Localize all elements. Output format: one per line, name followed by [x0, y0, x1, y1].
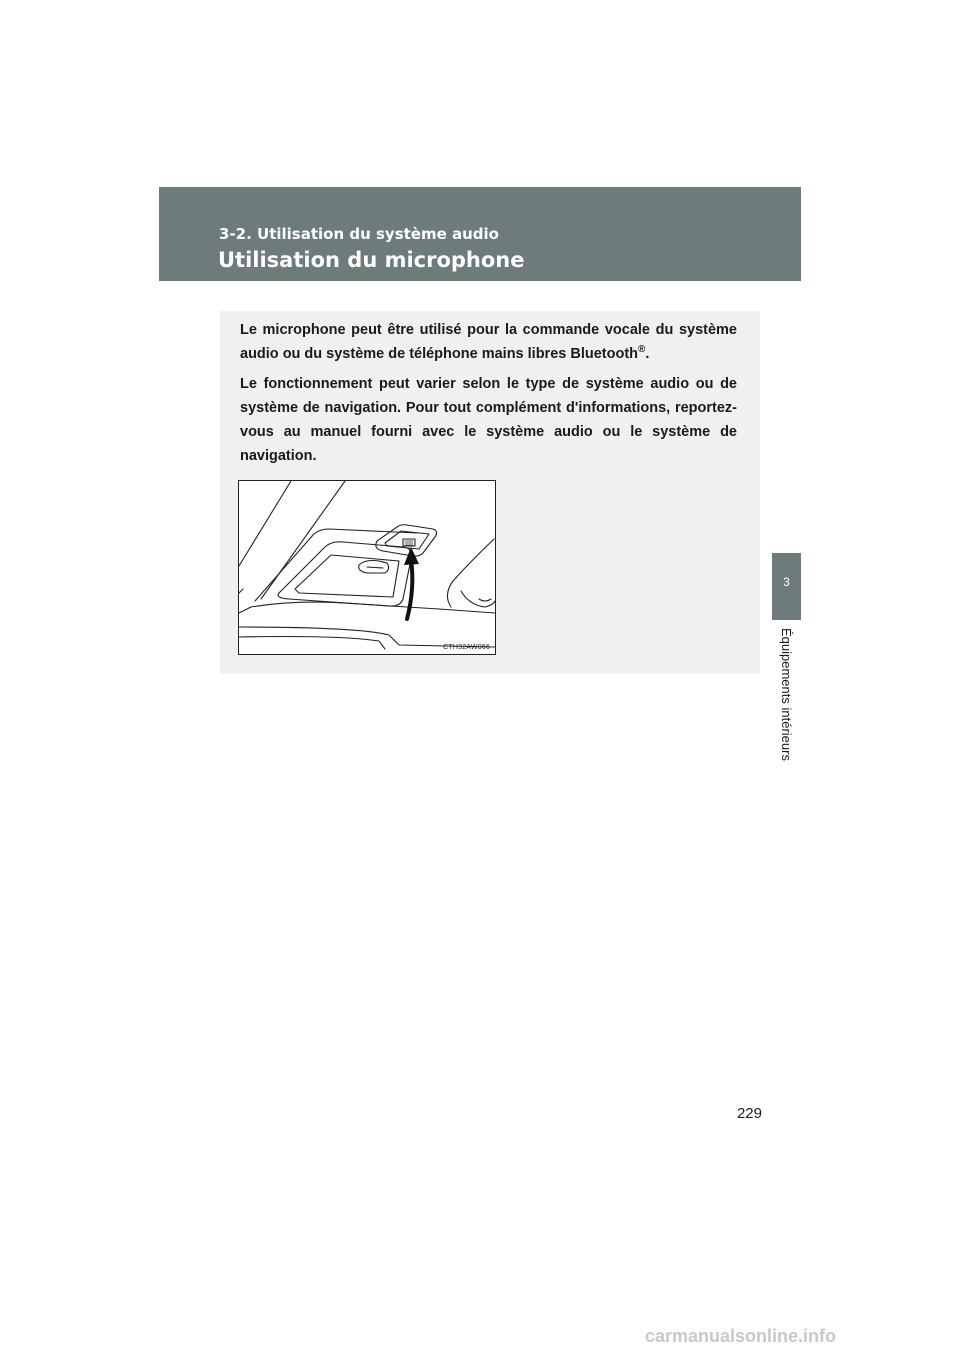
chapter-header	[159, 187, 801, 281]
chapter-tab	[772, 553, 801, 620]
chapter-number: 3	[783, 575, 790, 589]
microphone-location-illustration	[239, 481, 495, 654]
intro-paragraph-text: Le microphone peut être utilisé pour la commande vocale du système audio ou du système de téléphone mains libres Bluetooth	[240, 322, 737, 362]
chapter-title: Équipements intérieurs	[779, 628, 794, 761]
content-box	[220, 311, 760, 674]
figure-code: CTH32AW066	[443, 644, 490, 651]
page-title: Utilisation du microphone	[218, 248, 525, 272]
watermark[interactable]: carmanualsonline.info	[645, 1326, 837, 1346]
intro-paragraph	[240, 318, 737, 366]
section-label: 3-2. Utilisation du système audio	[219, 225, 499, 243]
microphone-figure	[238, 480, 496, 655]
note-paragraph: Le fonctionnement peut varier selon le type de système audio ou de système de navigation. Pour tout complément d'informations, reportez-vous au manuel fourni avec le système audio ou le système de navigation.	[240, 376, 737, 464]
page-number: 229	[736, 1105, 762, 1122]
intro-paragraph-end: .	[645, 346, 650, 362]
registered-mark: ®	[638, 344, 646, 356]
